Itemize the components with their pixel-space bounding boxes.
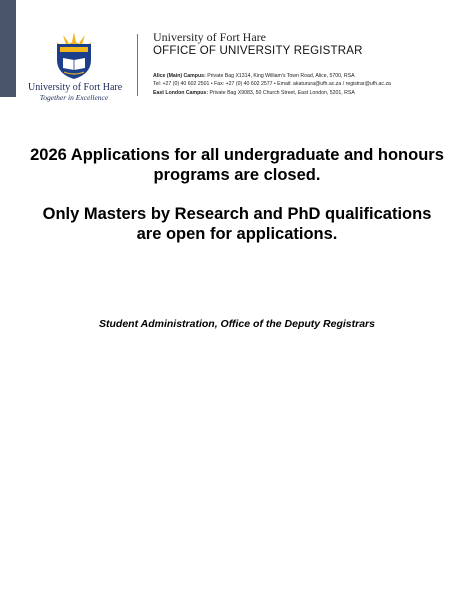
east-london-campus-line [153, 89, 469, 97]
alice-campus-label: Alice (Main) Campus: [153, 73, 206, 79]
signature-line: Student Administration, Office of the Deputy Registrars [99, 318, 375, 330]
letterhead [153, 31, 469, 97]
alice-campus-line [153, 72, 469, 80]
university-name: University of Fort Hare [153, 30, 266, 44]
notice-applications-closed: 2026 Applications for all undergraduate and honours programs are closed. [30, 146, 444, 184]
notice-postgrad-open: Only Masters by Research and PhD qualifications are open for applications. [42, 205, 432, 243]
east-london-label: East London Campus: [153, 90, 209, 96]
university-logo [28, 30, 123, 102]
left-accent-bar [0, 0, 16, 97]
logo-motto: Together in Excellence [39, 93, 109, 102]
header-divider [137, 34, 138, 96]
alice-campus-address: Private Bag X1314, King William's Town Road, Alice, 5700, RSA [205, 73, 355, 79]
office-name: OFFICE OF UNIVERSITY REGISTRAR [153, 45, 363, 57]
university-crest-icon [51, 30, 97, 80]
contact-line: Tel: +27 (0) 40 602 2501 • Fax: +27 (0) 40 602 2577 • Email: akaturura@ufh.ac.za / registrar@ufh.ac.za [153, 81, 391, 87]
east-london-address: Private Bag X9083, 50 Church Street, East London, 5201, RSA [208, 90, 355, 96]
logo-university-name: University of Fort Hare [28, 82, 123, 93]
